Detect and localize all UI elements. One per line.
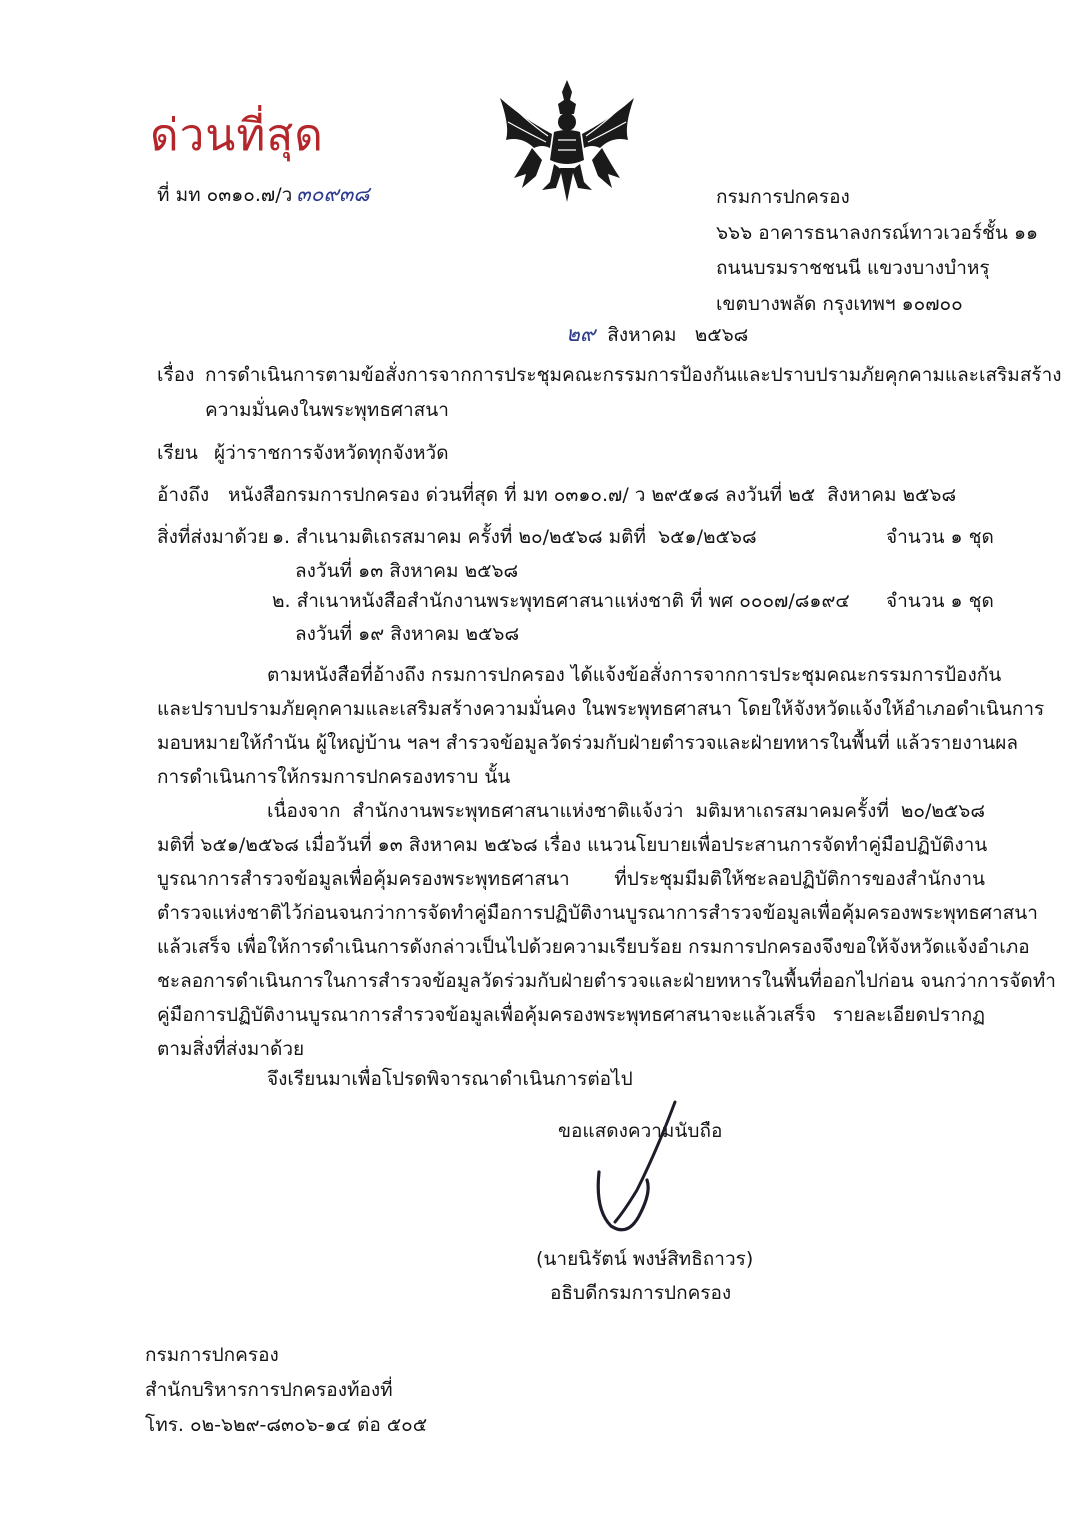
attachment-item-1-count: จำนวน ๑ ชุด [886,526,994,548]
paragraph-line: ตามหนังสือที่อ้างถึง กรมการปกครอง ได้แจ้งข้อสั่งการจากการประชุมคณะกรรมการป้องกัน [267,664,1002,686]
paragraph-line: แล้วเสร็จ เพื่อให้การดำเนินการดังกล่าวเป็นไปด้วยความเรียบร้อย กรมการปกครองจึงขอให้จังหวัดแจ้งอำเภอ [157,936,1030,958]
subject-line-2: ความมั่นคงในพระพุทธศาสนา [205,399,449,421]
reference-text: หนังสือกรมการปกครอง ด่วนที่สุด ที่ มท ๐๓๑๐.๗/ ว ๒๙๕๑๘ ลงวันที่ ๒๕ สิงหาคม ๒๕๖๘ [228,484,957,506]
attachment-item-1-line-2: ลงวันที่ ๑๓ สิงหาคม ๒๕๖๘ [295,560,519,582]
handwritten-signature-icon [585,1100,705,1240]
paragraph-line: คู่มือการปฏิบัติงานบูรณาการสำรวจข้อมูลเพื่อคุ้มครองพระพุทธศาสนาจะแล้วเสร็จ รายละเอียดปรากฏ [157,1004,985,1026]
address-line: ถนนบรมราชชนนี แขวงบางบำหรุ [716,257,990,279]
footer-line: กรมการปกครอง [145,1344,279,1366]
reference-number [157,178,369,211]
paragraph-line: ตามสิ่งที่ส่งมาด้วย [157,1038,305,1060]
attachment-item-1-line-1: ๑. สำเนามติเถรสมาคม ครั้งที่ ๒๐/๒๕๖๘ มติที่ ๖๕๑/๒๕๖๘ [272,526,757,548]
paragraph-line: เนื่องจาก สำนักงานพระพุทธศาสนาแห่งชาติแจ้งว่า มติมหาเถรสมาคมครั้งที่ ๒๐/๒๕๖๘ [267,800,985,822]
attachment-item-2-line-2: ลงวันที่ ๑๙ สิงหาคม ๒๕๖๘ [295,623,520,645]
paragraph-line: ชะลอการดำเนินการในการสำรวจข้อมูลวัดร่วมกับฝ่ายตำรวจและฝ่ายทหารในพื้นที่ออกไปก่อน จนกว่าการจัดทำ [157,970,1056,992]
footer-line: โทร. ๐๒-๖๒๙-๘๓๐๖-๑๔ ต่อ ๕๐๕ [145,1414,428,1436]
attachment-item-2-count: จำนวน ๑ ชุด [886,590,994,612]
to-recipient: ผู้ว่าราชการจังหวัดทุกจังหวัด [214,442,449,464]
address-line: เขตบางพลัด กรุงเทพฯ ๑๐๗๐๐ [716,292,963,315]
body-paragraph-1 [157,658,1045,794]
paragraph-line: และปราบปรามภัยคุกคามและเสริมสร้างความมั่นคง ในพระพุทธศาสนา โดยให้จังหวัดแจ้งให้อำเภอดำเนินการ [157,698,1045,720]
signatory-position: อธิบดีกรมการปกครอง [550,1282,732,1304]
attachments-label: สิ่งที่ส่งมาด้วย [157,526,269,548]
paragraph-line: บูรณาการสำรวจข้อมูลเพื่อคุ้มครองพระพุทธศาสนา ที่ประชุมมีมติให้ชะลอปฏิบัติการของสำนักงาน [157,868,985,890]
address-line: ๖๖๖ อาคารธนาลงกรณ์ทาวเวอร์ชั้น ๑๑ [716,221,1039,244]
sender-address [716,180,1038,322]
date-month-year: สิงหาคม ๒๕๖๘ [607,324,749,346]
footer-line: สำนักบริหารการปกครองท้องที่ [145,1379,393,1401]
attachment-item-2-line-1: ๒. สำเนาหนังสือสำนักงานพระพุทธศาสนาแห่งชาติ ที่ พศ ๐๐๐๗/๘๑๙๔ [272,590,850,612]
reference-number-printed: ที่ มท ๐๓๑๐.๗/ว [157,184,293,206]
footer-contact [145,1338,427,1443]
reference-label: อ้างถึง [157,484,210,506]
garuda-emblem-icon [492,78,642,206]
paragraph-line: การดำเนินการให้กรมการปกครองทราบ นั้น [157,766,511,788]
signature-closing: ขอแสดงความนับถือ [558,1120,723,1142]
letter-date [566,318,748,351]
date-day-handwritten: ๒๙ [566,322,596,346]
paragraph-line: ตำรวจแห่งชาติไว้ก่อนจนกว่าการจัดทำคู่มือการปฏิบัติงานบูรณาการสำรวจข้อมูลเพื่อคุ้มครองพระพุทธศาสนา [157,902,1038,924]
reference-number-handwritten: ๓๐๙๓๘ [296,182,370,206]
paragraph-line: มอบหมายให้กำนัน ผู้ใหญ่บ้าน ฯลฯ สำรวจข้อมูลวัดร่วมกับฝ่ายตำรวจและฝ่ายทหารในพื้นที่ แล้วรายงานผล [157,732,1019,754]
urgency-stamp: ด่วนที่สุด [150,110,324,161]
to-label: เรียน [157,442,198,464]
subject-line-1: การดำเนินการตามข้อสั่งการจากการประชุมคณะกรรมการป้องกันและปราบปรามภัยคุกคามและเสริมสร้าง [205,364,1062,386]
address-line: กรมการปกครอง [716,186,850,208]
subject-label: เรื่อง [157,364,195,386]
paragraph-line: มติที่ ๖๕๑/๒๕๖๘ เมื่อวันที่ ๑๓ สิงหาคม ๒๕๖๘ เรื่อง แนวนโยบายเพื่อประสานการจัดทำคู่มือปฏิบัติงาน [157,834,988,856]
closing-request: จึงเรียนมาเพื่อโปรดพิจารณาดำเนินการต่อไป [267,1068,633,1090]
signatory-name: (นายนิรัตน์ พงษ์สิทธิถาวร) [536,1248,754,1270]
body-paragraph-2 [157,794,1056,1066]
